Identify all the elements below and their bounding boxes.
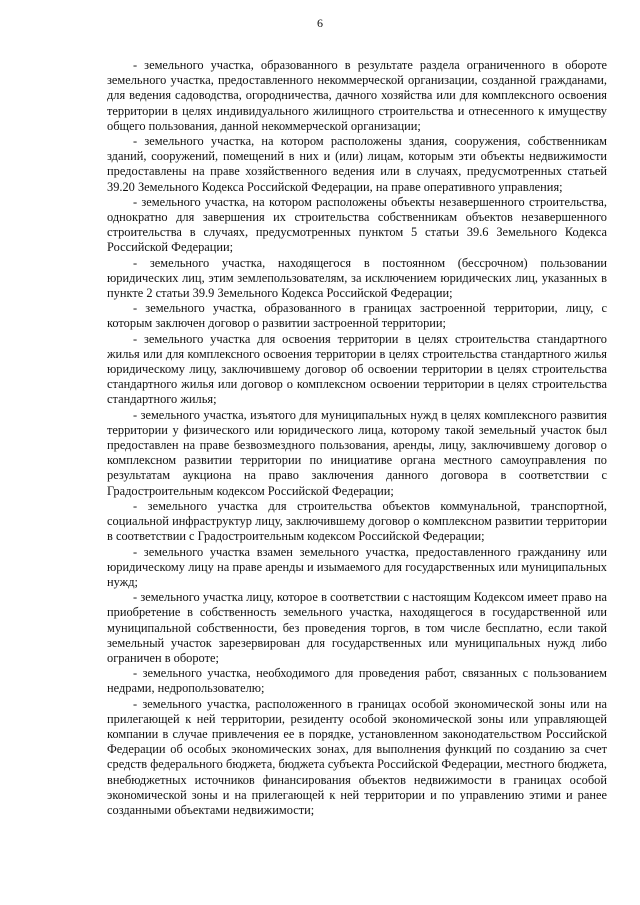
document-body (107, 58, 607, 818)
paragraph: - земельного участка, находящегося в постоянном (бессрочном) пользовании юридических лиц, этим землепользователям, за исключением юридических лиц, указанных в пункте 2 статьи 39.9 Земельного Кодекса Российской Федерации; (107, 255, 607, 301)
paragraph: - земельного участка, образованного в результате раздела ограниченного в обороте земельного участка, предоставленного некоммерческой организации, созданной гражданами, для ведения садоводства, огородничества, дачного хозяйства или для комплексного освоения территории в целях индивидуального жилищного строительства и отнесенного к имуществу общего пользования, данной некоммерческой организации; (107, 58, 607, 133)
paragraph: - земельного участка, на котором расположены здания, сооружения, собственникам зданий, сооружений, помещений в них и (или) лицам, которым эти объекты недвижимости предоставлены на праве хозяйственного ведения или в случаях, предусмотренных статьей 39.20 Земельного Кодекса Российской Федерации, на праве оперативного управления; (107, 134, 607, 194)
paragraph: - земельного участка для освоения территории в целях строительства стандартного жилья или для комплексного освоения территории в целях строительства стандартного жилья юридическому лицу, заключившему договор об освоении территории в целях строительства стандартного жилья или договор о комплексном освоении территории в целях строительства стандартного жилья; (107, 331, 607, 407)
paragraph: - земельного участка лицу, которое в соответствии с настоящим Кодексом имеет право на приобретение в собственность земельного участка, находящегося в государственной или муниципальной собственности, без проведения торгов, в том числе бесплатно, если такой земельный участок зарезервирован для государственных или муниципальных нужд либо ограничен в обороте; (107, 590, 607, 665)
paragraph: - земельного участка для строительства объектов коммунальной, транспортной, социальной инфраструктур лицу, заключившему договор о комплексном развитии территории в соответствии с Градостроительным кодексом Российской Федерации; (107, 498, 607, 544)
paragraph: - земельного участка, на котором расположены объекты незавершенного строительства, однократно для завершения их строительства собственникам объектов незавершенного строительства в случаях, предусмотренных пунктом 5 статьи 39.6 Земельного Кодекса Российской Федерации; (107, 194, 607, 255)
paragraph: - земельного участка, образованного в границах застроенной территории, лицу, с которым заключен договор о развитии застроенной территории; (107, 301, 607, 331)
page-number: 6 (317, 16, 323, 30)
paragraph: - земельного участка взамен земельного участка, предоставленного гражданину или юридическому лицу на праве аренды и изымаемого для государственных или муниципальных нужд; (107, 544, 607, 589)
paragraph: - земельного участка, изъятого для муниципальных нужд в целях комплексного развития территории у физического или юридического лица, которому такой земельный участок был предоставлен на праве безвозмездного пользования, аренды, лицу, заключившему договор о комплексном развитии территории по инициативе органа местного самоуправления по результатам аукциона на право заключения данного договора в соответствии с Градостроительным кодексом Российской Федерации; (107, 407, 607, 498)
paragraph: - земельного участка, расположенного в границах особой экономической зоны или на прилегающей к ней территории, резиденту особой экономической зоны или управляющей компании в случае привлечения ее в порядке, установленном законодательством Российской Федерации об особых экономических зонах, для выполнения функций по созданию за счет средств федерального бюджета, бюджета субъекта Российской Федерации, местного бюджета, внебюджетных источников финансирования объектов недвижимости в границах особой экономической зоны и на прилегающей к ней территории и по управлению этими и ранее созданными объектами недвижимости; (107, 696, 607, 817)
paragraph: - земельного участка, необходимого для проведения работ, связанных с пользованием недрами, недропользователю; (107, 666, 607, 696)
